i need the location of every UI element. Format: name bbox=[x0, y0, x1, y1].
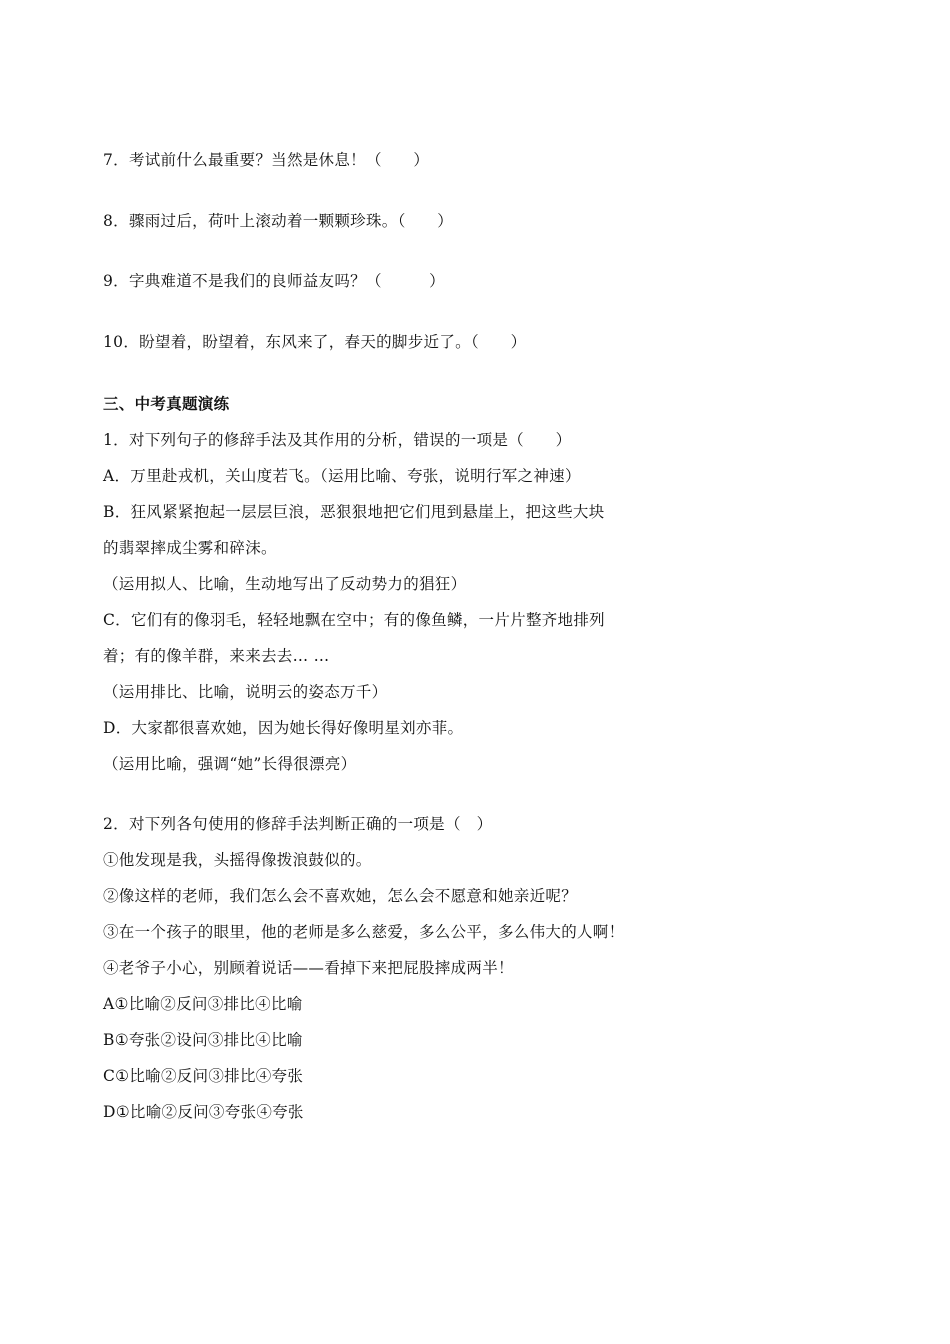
question-2-option-b: B①夸张②设问③排比④比喻 bbox=[103, 1031, 303, 1049]
question-2-option-d: D①比喻②反问③夸张④夸张 bbox=[103, 1103, 304, 1121]
judgment-item-8: 8．骤雨过后，荷叶上滚动着一颗颗珍珠。（ ） bbox=[103, 212, 454, 230]
question-2-sentence-1: ①他发现是我，头摇得像拨浪鼓似的。 bbox=[103, 851, 372, 869]
question-1-stem: 1．对下列句子的修辞手法及其作用的分析，错误的一项是（ ） bbox=[103, 431, 572, 449]
judgment-item-7: 7．考试前什么最重要？当然是休息！（ ） bbox=[103, 151, 430, 169]
question-1-option-b-note: （运用拟人、比喻，生动地写出了反动势力的猖狂） bbox=[103, 575, 467, 593]
question-1-option-b-cont: 的翡翠摔成尘雾和碎沫。 bbox=[103, 539, 277, 557]
question-2-stem: 2．对下列各句使用的修辞手法判断正确的一项是（ ） bbox=[103, 815, 493, 833]
question-2-sentence-3: ③在一个孩子的眼里，他的老师是多么慈爱，多么公平，多么伟大的人啊！ bbox=[103, 923, 625, 941]
judgment-item-9: 9．字典难道不是我们的良师益友吗？（ ） bbox=[103, 272, 445, 290]
question-2-option-c: C①比喻②反问③排比④夸张 bbox=[103, 1067, 304, 1085]
question-2-sentence-4: ④老爷子小心，别顾着说话——看掉下来把屁股摔成两半！ bbox=[103, 959, 514, 977]
question-2-option-a: A①比喻②反问③排比④比喻 bbox=[103, 995, 303, 1013]
question-1-option-d: D．大家都很喜欢她，因为她长得好像明星刘亦菲。 bbox=[103, 719, 464, 737]
question-2-sentence-2: ②像这样的老师，我们怎么会不喜欢她，怎么会不愿意和她亲近呢？ bbox=[103, 887, 578, 905]
question-1-option-c-cont: 着；有的像羊群，来来去去… … bbox=[103, 647, 330, 665]
question-1-option-b: B．狂风紧紧抱起一层层巨浪，恶狠狠地把它们甩到悬崖上，把这些大块 bbox=[103, 503, 605, 521]
question-1-option-d-note: （运用比喻，强调“她”长得很漂亮） bbox=[103, 755, 357, 773]
section-title: 三、中考真题演练 bbox=[103, 395, 230, 413]
question-1-option-c-note: （运用排比、比喻，说明云的姿态万千） bbox=[103, 683, 388, 701]
question-1-option-a: A．万里赴戎机，关山度若飞。（运用比喻、夸张，说明行军之神速） bbox=[103, 467, 581, 485]
question-1-option-c: C．它们有的像羽毛，轻轻地飘在空中；有的像鱼鳞，一片片整齐地排列 bbox=[103, 611, 605, 629]
judgment-item-10: 10．盼望着，盼望着，东风来了，春天的脚步近了。（ ） bbox=[103, 333, 527, 351]
